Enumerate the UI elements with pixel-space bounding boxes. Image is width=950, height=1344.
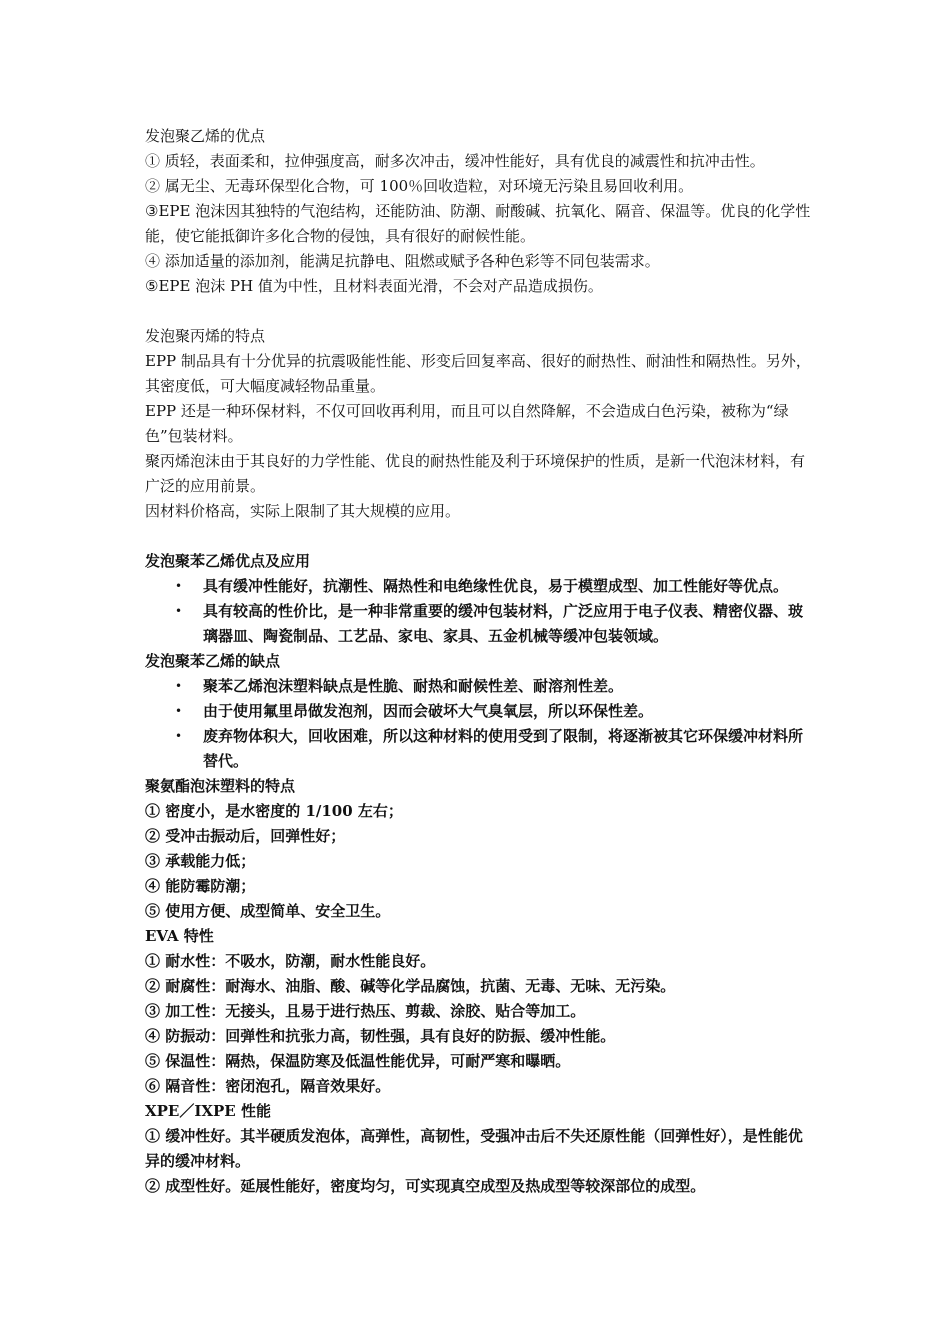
list-item-text: 由于使用氟里昂做发泡剂，因而会破坏大气臭氧层，所以环保性差。: [203, 702, 654, 720]
document-page: [145, 124, 813, 1199]
list-item-text: 聚苯乙烯泡沫塑料缺点是性脆、耐热和耐候性差、耐溶剂性差。: [203, 677, 624, 695]
bullet-icon: •: [175, 679, 183, 693]
paragraph: EPP 制品具有十分优异的抗震吸能性能、形变后回复率高、很好的耐热性、耐油性和隔热性。另外，其密度低，可大幅度减轻物品重量。: [145, 352, 811, 395]
section-title: 发泡聚苯乙烯的缺点: [145, 652, 281, 670]
paragraph: ⑤ 使用方便、成型简单、安全卫生。: [145, 902, 391, 920]
paragraph: EPP 还是一种环保材料，不仅可回收再利用，而且可以自然降解，不会造成白色污染，被称为“绿色”包装材料。: [145, 402, 789, 445]
paragraph: ④ 能防霉防潮；: [145, 877, 256, 895]
section-epe: [145, 124, 813, 299]
bullet-icon: •: [175, 704, 183, 718]
paragraph: ② 属无尘、无毒环保型化合物，可 100％回收造粒，对环境无污染且易回收利用。: [145, 177, 694, 195]
section-pu: [145, 774, 813, 924]
section-epp: [145, 324, 813, 524]
bullet-list: [145, 674, 813, 774]
list-item-text: 废弃物体积大，回收困难，所以这种材料的使用受到了限制，将逐渐被其它环保缓冲材料所替代。: [203, 727, 804, 770]
section-title: EVA 特性: [145, 927, 214, 945]
paragraph: ① 密度小，是水密度的 1/100 左右；: [145, 802, 403, 820]
paragraph: ⑤ 保温性：隔热，保温防寒及低温性能优异，可耐严寒和曝晒。: [145, 1052, 571, 1070]
paragraph: ① 质轻，表面柔和，拉伸强度高，耐多次冲击，缓冲性能好，具有优良的减震性和抗冲击性。: [145, 152, 765, 170]
section-eps-pros: [145, 549, 813, 649]
spacer: [145, 524, 813, 549]
paragraph: ① 缓冲性好。其半硬质发泡体，高弹性，高韧性，受强冲击后不失还原性能（回弹性好），是性能优异的缓冲材料。: [145, 1127, 803, 1170]
section-eva: [145, 924, 813, 1099]
bullet-icon: •: [175, 604, 183, 618]
list-item: [145, 699, 813, 724]
paragraph: ③ 加工性：无接头，且易于进行热压、剪裁、涂胶、贴合等加工。: [145, 1002, 586, 1020]
paragraph: ③EPE 泡沫因其独特的气泡结构，还能防油、防潮、耐酸碱、抗氧化、隔音、保温等。优良的化学性能，使它能抵御许多化合物的侵蚀，具有很好的耐候性能。: [145, 202, 811, 245]
list-item: [145, 674, 813, 699]
bullet-icon: •: [175, 579, 183, 593]
section-title: 发泡聚苯乙烯优点及应用: [145, 552, 311, 570]
paragraph: ② 成型性好。延展性能好，密度均匀，可实现真空成型及热成型等较深部位的成型。: [145, 1177, 706, 1195]
paragraph: 因材料价格高，实际上限制了其大规模的应用。: [145, 502, 461, 520]
section-title: 聚氨酯泡沫塑料的特点: [145, 777, 296, 795]
bullet-icon: •: [175, 729, 183, 743]
paragraph: 聚丙烯泡沫由于其良好的力学性能、优良的耐热性能及利于环境保护的性质，是新一代泡沫材料，有广泛的应用前景。: [145, 452, 806, 495]
spacer: [145, 299, 813, 324]
list-item: [145, 599, 813, 649]
section-eps-cons: [145, 649, 813, 774]
section-title: 发泡聚乙烯的优点: [145, 127, 266, 145]
section-xpe: [145, 1099, 813, 1199]
paragraph: ④ 防振动：回弹性和抗张力高，韧性强，具有良好的防振、缓冲性能。: [145, 1027, 616, 1045]
paragraph: ③ 承载能力低；: [145, 852, 256, 870]
section-title: XPE／IXPE 性能: [145, 1102, 271, 1120]
bullet-list: [145, 574, 813, 649]
paragraph: ① 耐水性：不吸水，防潮，耐水性能良好。: [145, 952, 436, 970]
paragraph: ② 耐腐性：耐海水、油脂、酸、碱等化学品腐蚀，抗菌、无毒、无味、无污染。: [145, 977, 676, 995]
list-item: [145, 724, 813, 774]
list-item: [145, 574, 813, 599]
list-item-text: 具有缓冲性能好，抗潮性、隔热性和电绝缘性优良，易于模塑成型、加工性能好等优点。: [203, 577, 789, 595]
paragraph: ⑥ 隔音性：密闭泡孔，隔音效果好。: [145, 1077, 391, 1095]
section-title: 发泡聚丙烯的特点: [145, 327, 266, 345]
paragraph: ④ 添加适量的添加剂，能满足抗静电、阻燃或赋予各种色彩等不同包装需求。: [145, 252, 660, 270]
paragraph: ② 受冲击振动后，回弹性好；: [145, 827, 346, 845]
list-item-text: 具有较高的性价比，是一种非常重要的缓冲包装材料，广泛应用于电子仪表、精密仪器、玻璃器皿、陶瓷制品、工艺品、家电、家具、五金机械等缓冲包装领域。: [203, 602, 804, 645]
paragraph: ⑤EPE 泡沫 PH 值为中性，且材料表面光滑，不会对产品造成损伤。: [145, 277, 603, 295]
